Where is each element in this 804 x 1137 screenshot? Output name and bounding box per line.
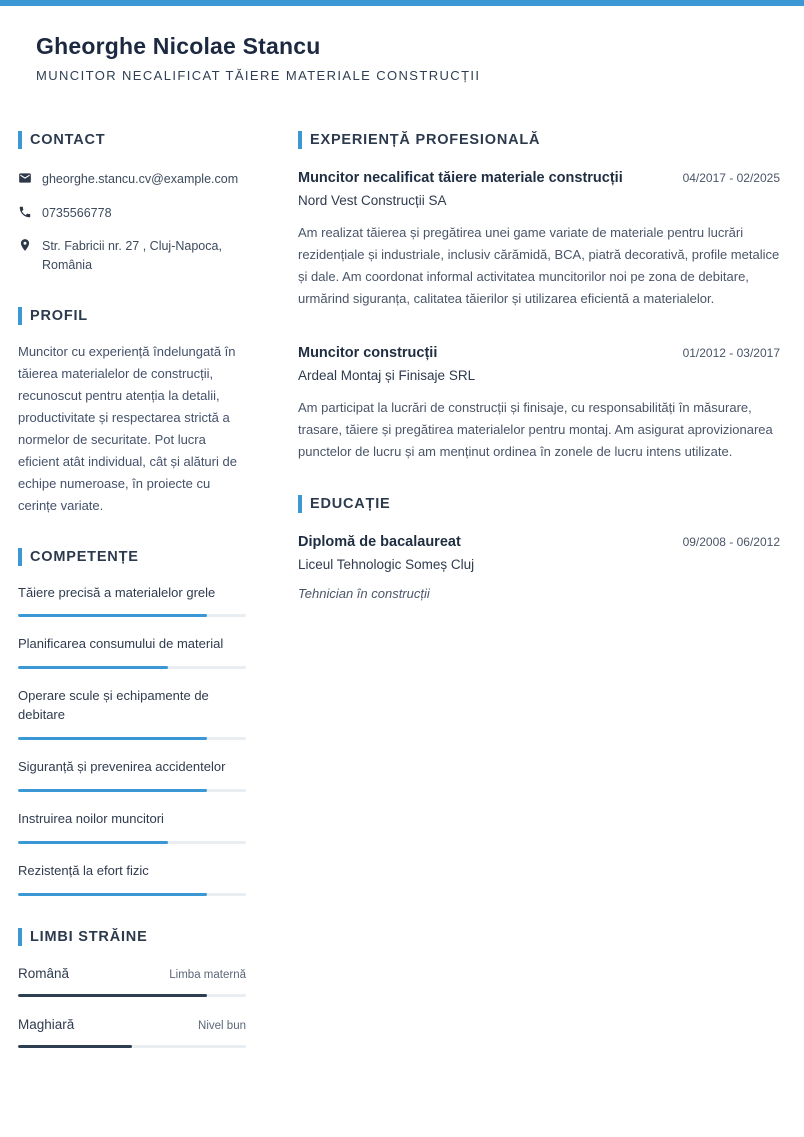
language-bar-track <box>18 994 246 997</box>
language-name: Maghiară <box>18 1016 75 1032</box>
language-name: Română <box>18 965 70 981</box>
skill-bar-fill <box>18 614 207 617</box>
job-company: Nord Vest Construcții SA <box>298 193 447 209</box>
job-dates: 04/2017 - 02/2025 <box>682 171 780 186</box>
profile-section <box>18 307 246 518</box>
profile-heading: PROFIL <box>18 307 246 325</box>
language-bar-fill <box>18 1045 132 1048</box>
skill-label: Instruirea noilor muncitori <box>18 810 164 826</box>
experience-section <box>298 131 780 463</box>
language-level: Limba maternă <box>169 968 246 981</box>
contact-section <box>18 131 246 276</box>
education-dates: 09/2008 - 06/2012 <box>682 535 780 550</box>
language-item <box>18 1017 246 1048</box>
skill-item <box>18 584 246 618</box>
skill-label: Siguranță și prevenirea accidentelor <box>18 759 226 774</box>
contact-email: gheorghe.stancu.cv@example.com <box>42 172 239 187</box>
job-description: Am realizat tăierea și pregătirea unei game variate de materiale pentru lucrări rezidențiale și industriale, inclusiv cărămidă, BCA, piatră decorativă, profile metalice și dale. Am coordonat informal activitatea muncitorilor noi pe zona de debitare, urmărind siguranța, calitatea tăierilor și utilizarea eficientă a materialelor. <box>298 225 780 306</box>
job-company: Ardeal Montaj și Finisaje SRL <box>298 368 476 384</box>
languages-heading: LIMBI STRĂINE <box>18 928 246 946</box>
person-name: Gheorghe Nicolae Stancu <box>36 33 321 59</box>
location-pin-icon <box>18 238 32 252</box>
language-item <box>18 966 246 997</box>
skill-bar-fill <box>18 737 207 740</box>
skill-label: Tăiere precisă a materialelor grele <box>18 584 216 600</box>
right-column <box>298 131 780 601</box>
language-level: Nivel bun <box>198 1019 246 1032</box>
skill-item <box>18 810 246 844</box>
profile-text: Muncitor cu experiență îndelungată în tăierea materialelor de construcții, recunoscut pentru atenția la detalii, productivitate și respectarea strictă a normelor de securitate. Pot lucra eficient atât individual, cât și alături de echipe numeroase, în proiecte cu cerințe variate. <box>18 343 237 514</box>
job-title-subtitle: MUNCITOR NECALIFICAT TĂIERE MATERIALE CONSTRUCȚII <box>36 68 481 83</box>
contact-phone: 0735566778 <box>42 205 112 220</box>
left-column <box>18 131 246 1048</box>
skill-bar-track <box>18 666 246 669</box>
resume-columns <box>0 131 804 1108</box>
skill-bar-track <box>18 737 246 740</box>
phone-icon <box>18 205 32 219</box>
education-entry <box>298 534 780 601</box>
language-bar-track <box>18 1045 246 1048</box>
skill-bar-fill <box>18 666 168 669</box>
education-heading: EDUCAȚIE <box>298 495 780 513</box>
skill-bar-track <box>18 614 246 617</box>
skill-bar-fill <box>18 893 207 896</box>
skill-bar-track <box>18 893 246 896</box>
job-title: Muncitor construcții <box>298 345 438 362</box>
resume-header <box>0 6 804 83</box>
skill-label: Operare scule și echipamente de debitare <box>18 688 209 723</box>
contact-address-row <box>18 237 246 276</box>
education-school: Liceul Tehnologic Someș Cluj <box>298 557 475 573</box>
contact-email-row <box>18 170 246 189</box>
skill-bar-track <box>18 841 246 844</box>
experience-entry <box>298 345 780 462</box>
skill-bar-fill <box>18 841 168 844</box>
skill-item <box>18 758 246 792</box>
experience-heading: EXPERIENȚĂ PROFESIONALĂ <box>298 131 780 149</box>
skill-label: Planificarea consumului de material <box>18 636 224 652</box>
contact-address: Str. Fabricii nr. 27 , Cluj-Napoca, România <box>42 238 222 273</box>
mail-icon <box>18 171 32 185</box>
skills-section <box>18 548 246 896</box>
education-note: Tehnician în construcții <box>298 586 430 602</box>
job-dates: 01/2012 - 03/2017 <box>682 346 780 361</box>
skill-item <box>18 687 246 740</box>
education-degree: Diplomă de bacalaureat <box>298 534 461 551</box>
language-bar-fill <box>18 994 207 997</box>
experience-entry <box>298 170 780 309</box>
job-title: Muncitor necalificat tăiere materiale construcții <box>298 170 623 187</box>
skill-bar-fill <box>18 789 207 792</box>
education-section <box>298 495 780 601</box>
skill-bar-track <box>18 789 246 792</box>
contact-phone-row <box>18 204 246 223</box>
skills-heading: COMPETENȚE <box>18 548 246 566</box>
languages-section <box>18 928 246 1048</box>
skill-item <box>18 862 246 896</box>
skill-label: Rezistență la efort fizic <box>18 862 149 878</box>
contact-heading: CONTACT <box>18 131 246 149</box>
job-description: Am participat la lucrări de construcții și finisaje, cu responsabilități în măsurare, trasare, tăiere și pregătirea materialelor pentru montaj. Am asigurat aprovizionarea punctelor de lucru și am menținut ordinea în zonele de lucru intens utilizate. <box>298 400 773 460</box>
skill-item <box>18 635 246 669</box>
